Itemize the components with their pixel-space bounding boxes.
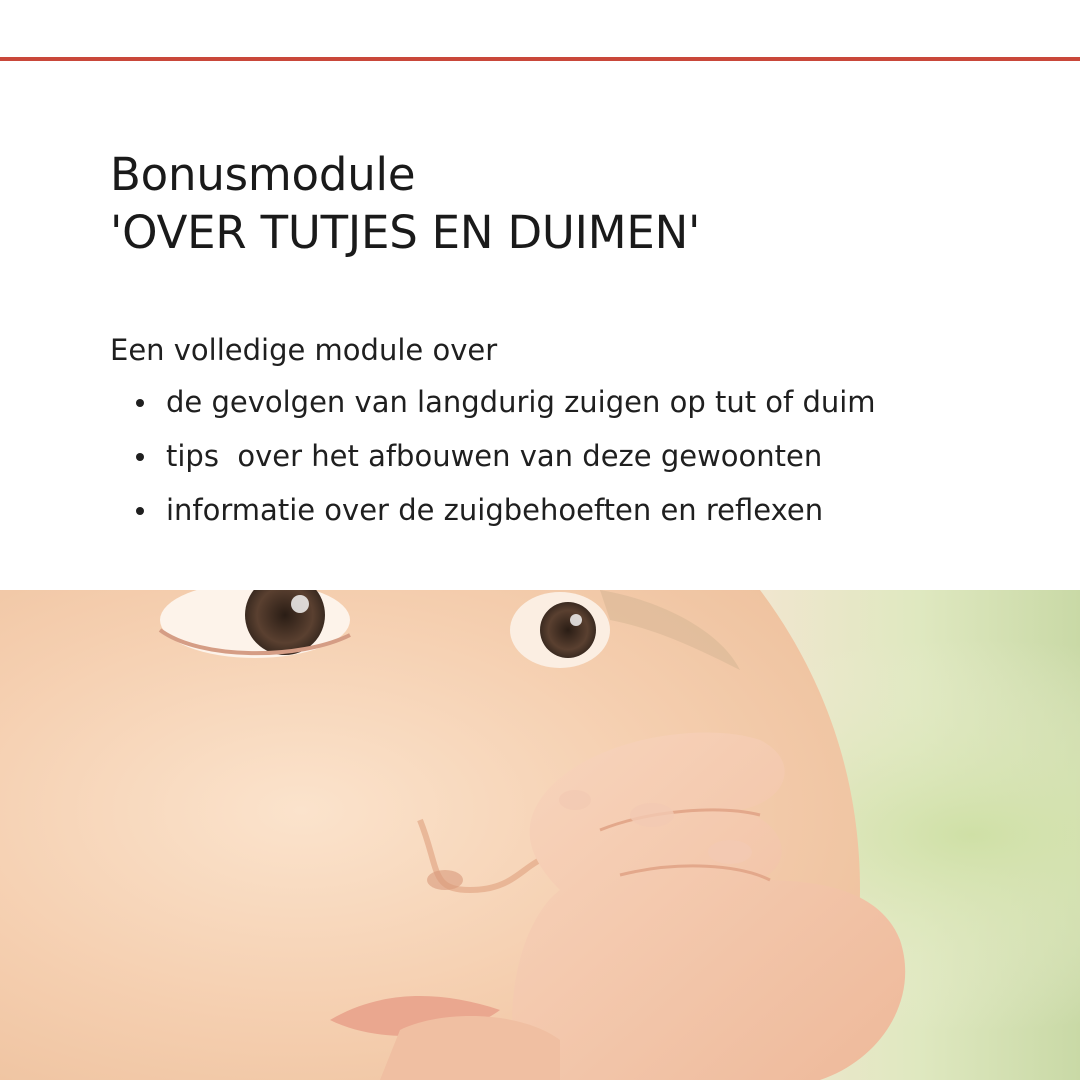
title-line-1: Bonusmodule xyxy=(110,148,416,201)
top-accent-rule xyxy=(0,57,1080,61)
list-item xyxy=(136,436,876,490)
list-item-text: tips over het afbouwen van deze gewoonten xyxy=(166,439,823,473)
list-item xyxy=(136,382,876,436)
list-item xyxy=(136,490,876,544)
bullet-icon xyxy=(136,399,144,407)
bullet-icon xyxy=(136,453,144,461)
list-item-text: de gevolgen van langdurig zuigen op tut of duim xyxy=(166,385,876,419)
child-photo xyxy=(0,590,1080,1080)
list-item-text: informatie over de zuigbehoeften en reflexen xyxy=(166,493,824,527)
child-thumb-illustration xyxy=(0,590,1080,1080)
title-line-2: 'OVER TUTJES EN DUIMEN' xyxy=(110,206,701,259)
page-title xyxy=(110,146,700,262)
bullet-list xyxy=(136,382,876,544)
bullet-icon xyxy=(136,507,144,515)
intro-text: Een volledige module over xyxy=(110,333,498,367)
